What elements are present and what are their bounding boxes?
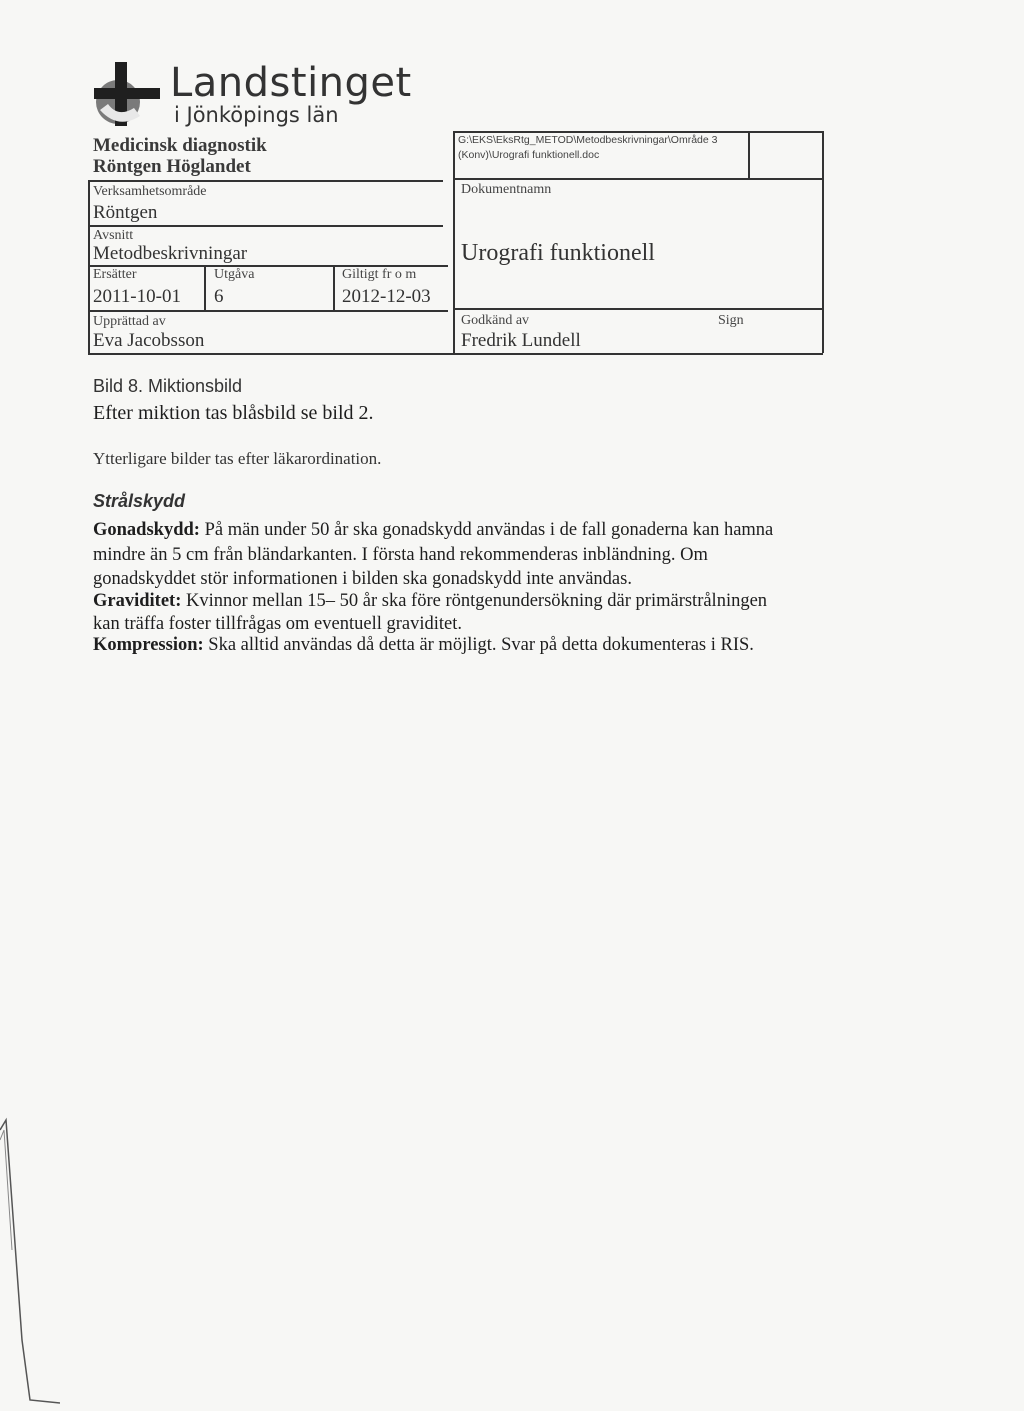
gonadskydd-line-1 xyxy=(93,520,773,541)
document-title: Urografi funktionell xyxy=(461,240,655,266)
gonadskydd-line-3: gonadskyddet stör informationen i bilden ska gonadskydd inte användas. xyxy=(93,569,632,589)
logo-name: Landstinget xyxy=(170,60,412,106)
godkand-label: Godkänd av xyxy=(461,313,530,328)
rule xyxy=(88,180,90,353)
rule xyxy=(88,225,443,227)
avsnitt-label: Avsnitt xyxy=(93,228,134,243)
paragraph-ytterligare: Ytterligare bilder tas efter läkarordination. xyxy=(93,449,382,468)
rule xyxy=(88,310,448,312)
graviditet-line-1 xyxy=(93,591,767,612)
kompression-line xyxy=(93,635,754,656)
gonadskydd-label: Gonadskydd: xyxy=(93,520,200,540)
rule xyxy=(88,353,823,355)
paragraph-miktion: Efter miktion tas blåsbild se bild 2. xyxy=(93,402,374,424)
rule xyxy=(453,131,455,353)
rule xyxy=(453,178,823,180)
gonadskydd-line-2: mindre än 5 cm från bländarkanten. I första hand rekommenderas inbländning. Om xyxy=(93,545,708,565)
graviditet-label: Graviditet: xyxy=(93,591,182,611)
graviditet-line-2: kan träffa foster tillfrågas om eventuell graviditet. xyxy=(93,614,463,634)
figure-caption: Bild 8. Miktionsbild xyxy=(93,376,243,396)
rule xyxy=(88,180,443,182)
scan-edge-decoration xyxy=(0,1110,60,1411)
gonadskydd-text-1: På män under 50 år ska gonadskydd användas i de fall gonaderna kan hamna xyxy=(199,520,774,540)
utgava-value: 6 xyxy=(214,286,224,307)
verksamhetsomrade-value: Röntgen xyxy=(93,202,158,223)
godkand-value: Fredrik Lundell xyxy=(461,330,581,351)
giltigt-label: Giltigt fr o m xyxy=(342,267,417,282)
department-name: Medicinsk diagnostik xyxy=(93,135,267,156)
rule xyxy=(204,265,206,310)
rule xyxy=(822,131,824,353)
avsnitt-value: Metodbeskrivningar xyxy=(93,243,248,264)
ersatter-value: 2011-10-01 xyxy=(93,286,181,307)
file-path: G:\EKS\EksRtg_METOD\Metodbeskrivningar\Område 3 (Konv)\Urografi funktionell.doc xyxy=(458,134,718,161)
logo-subtitle: i Jönköpings län xyxy=(174,103,339,127)
rule xyxy=(333,265,335,310)
giltigt-value: 2012-12-03 xyxy=(342,286,431,307)
landstinget-logo xyxy=(88,58,428,133)
upprattad-label: Upprättad av xyxy=(93,314,166,329)
ersatter-label: Ersätter xyxy=(93,267,137,282)
utgava-label: Utgåva xyxy=(214,267,255,282)
kompression-label: Kompression: xyxy=(93,635,204,655)
landstinget-emblem-icon xyxy=(88,58,168,133)
kompression-text: Ska alltid användas då detta är möjligt. Svar på detta dokumenteras i RIS. xyxy=(203,635,754,655)
section-heading-stralskydd: Strålskydd xyxy=(93,491,186,511)
rule xyxy=(453,308,823,310)
graviditet-text-1: Kvinnor mellan 15– 50 år ska före röntgenundersökning där primärstrålningen xyxy=(181,591,768,611)
dokumentnamn-label: Dokumentnamn xyxy=(461,182,552,197)
upprattad-value: Eva Jacobsson xyxy=(93,330,205,351)
rule xyxy=(748,131,750,178)
unit-name: Röntgen Höglandet xyxy=(93,156,251,177)
verksamhetsomrade-label: Verksamhetsområde xyxy=(93,184,207,199)
sign-label: Sign xyxy=(718,313,744,328)
